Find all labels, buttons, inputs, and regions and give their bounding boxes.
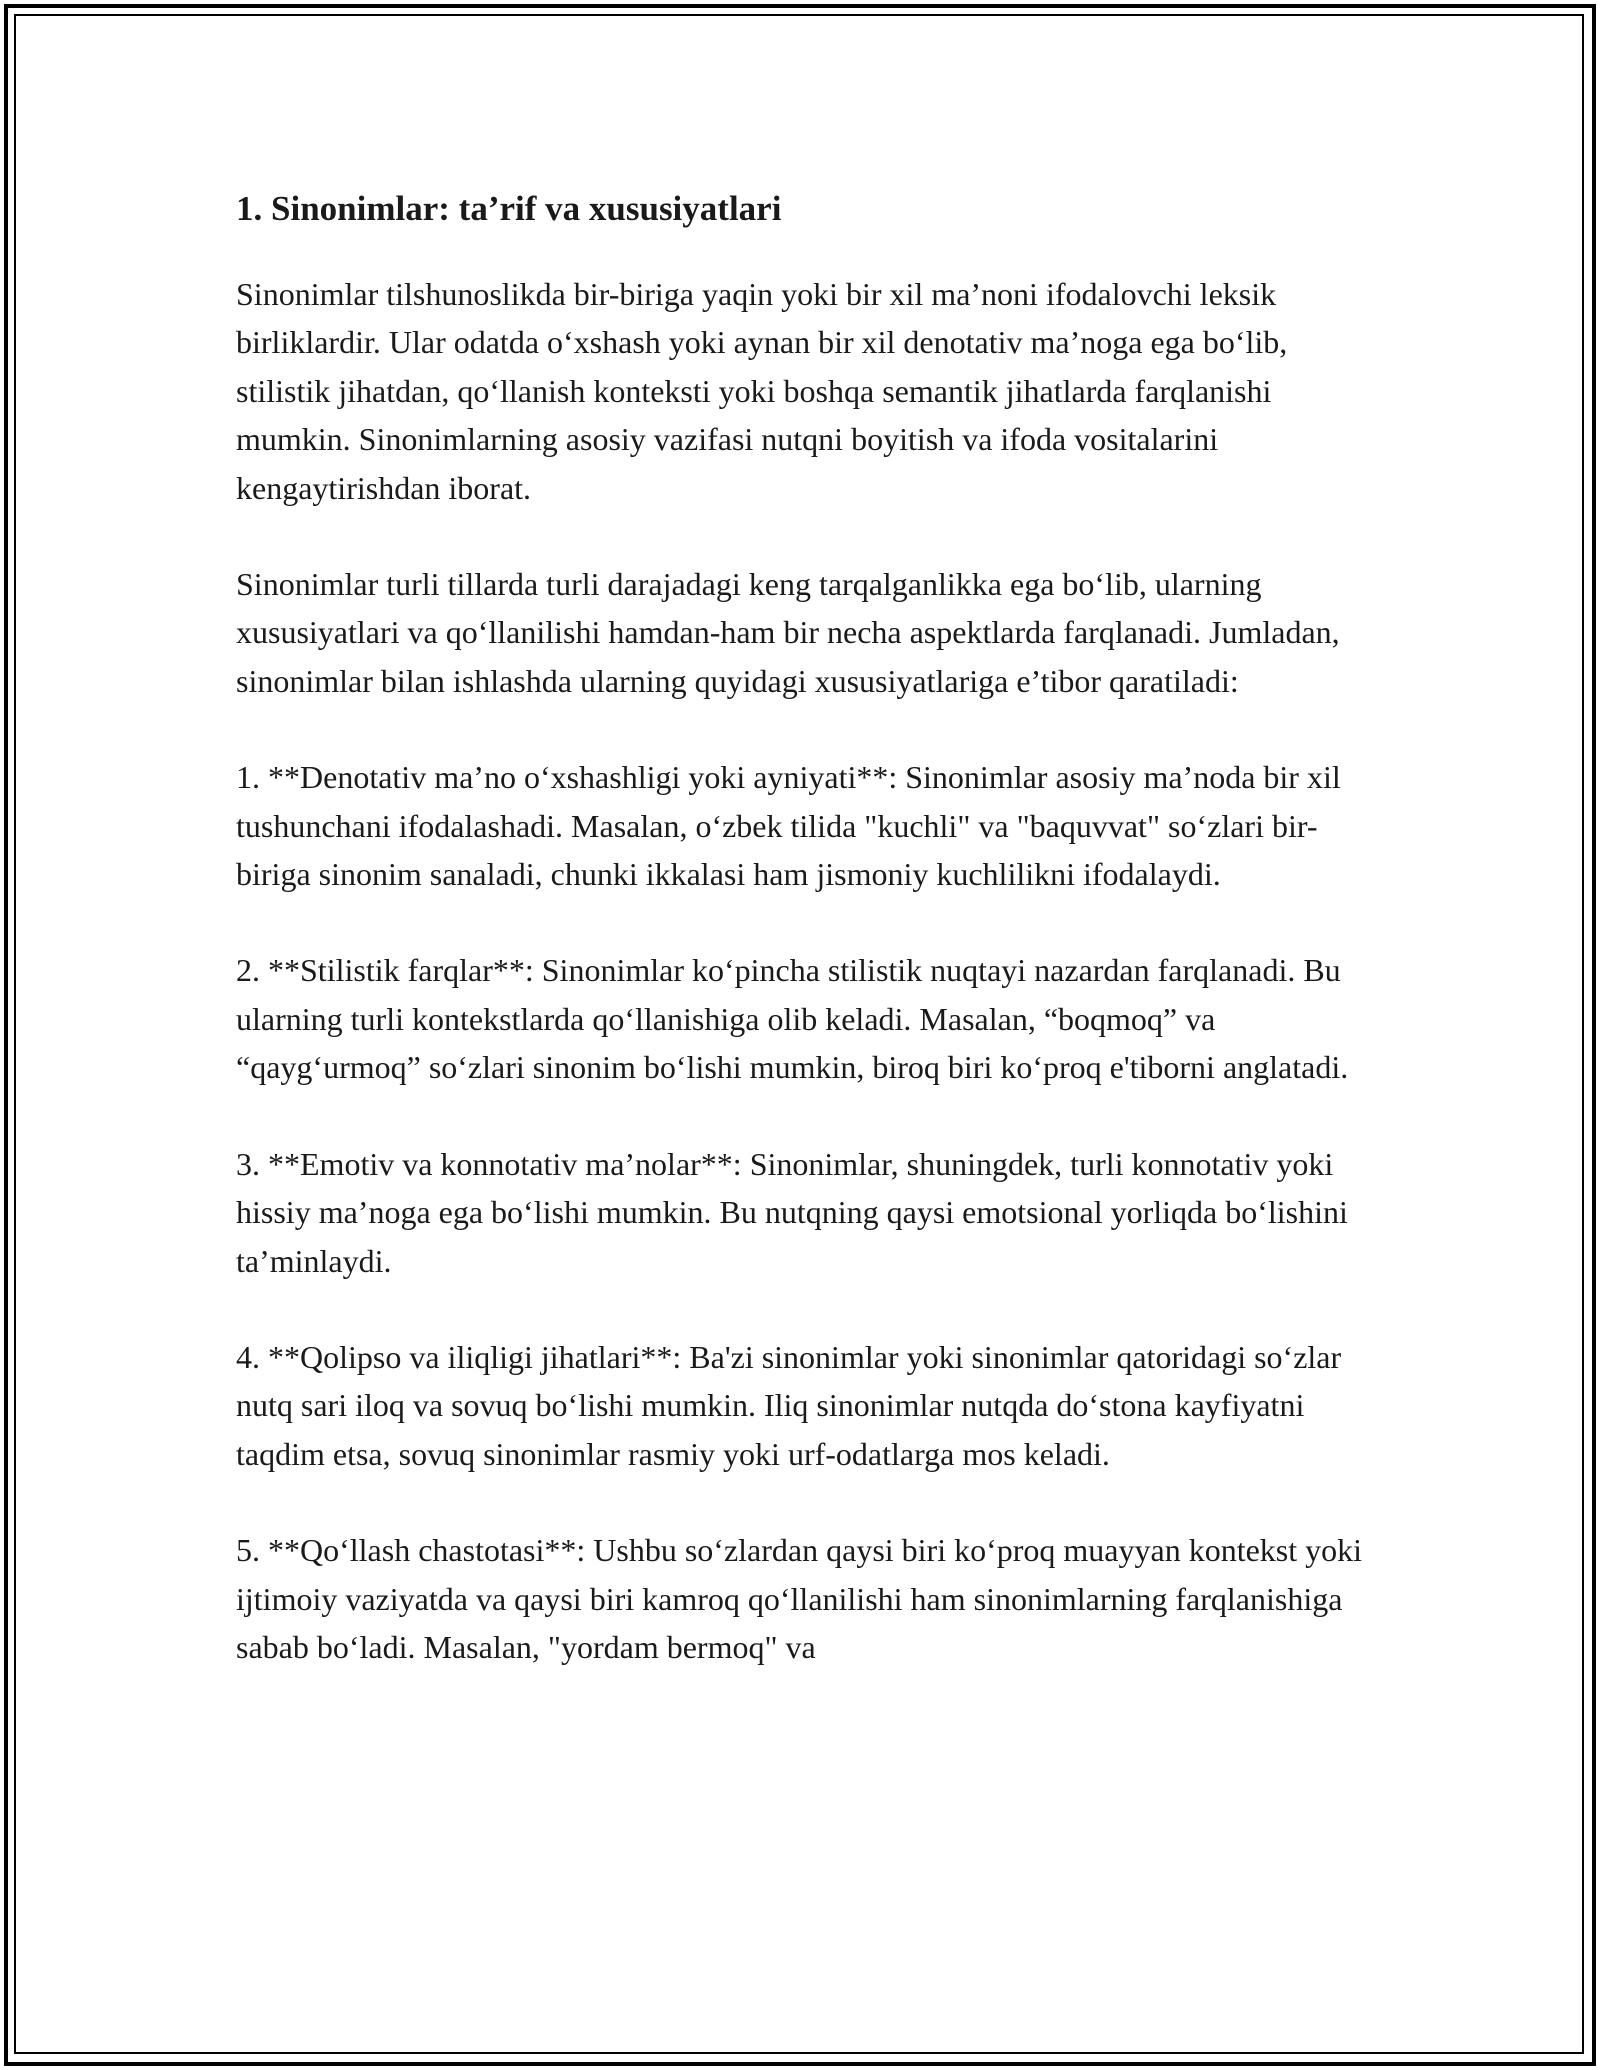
list-item-emotive: 3. **Emotiv va konnotativ ma’nolar**: Sinonimlar, shuningdek, turli konnotativ yoki hissiy ma’noga ega bo‘lishi mumkin. Bu nutqning qaysi emotsional yorliqda bo‘lishini ta’minlaydi. xyxy=(236,1145,1348,1279)
list-item-frequency: 5. **Qo‘llash chastotasi**: Ushbu so‘zlardan qaysi biri ko‘proq muayyan kontekst yoki ijtimoiy vaziyatda va qaysi biri kamroq qo‘llanilishi ham sinonimlarning farqlanishiga sabab bo‘ladi. Masalan, "yordam bermoq" va xyxy=(236,1532,1363,1665)
list-item-stylistic: 2. **Stilistik farqlar**: Sinonimlar ko‘pincha stilistik nuqtayi nazardan farqlanadi. Bu ularning turli kontekstlarda qo‘llanishiga olib keladi. Masalan, “boqmoq” va “qayg‘urmoq” so‘zlari sinonim bo‘lishi mumkin, biroq biri ko‘proq e'tiborni anglatadi. xyxy=(236,952,1349,1086)
list-item-denotative: 1. **Denotativ ma’no o‘xshashligi yoki ayniyati**: Sinonimlar asosiy ma’noda bir xil tushunchani ifodalashadi. Masalan, o‘zbek tilida "kuchli" va "baquvvat" so‘zlari bir-biriga sinonim sanaladi, chunki ikkalasi ham jismoniy kuchlilikni ifodalaydi. xyxy=(236,759,1341,893)
paragraph-overview: Sinonimlar turli tillarda turli darajadagi keng tarqalganlikka ega bo‘lib, ularning xususiyatlari va qo‘llanilishi hamdan-ham bir necha aspektlarda farqlanadi. Jumladan, sinonimlar bilan ishlashda ularning quyidagi xususiyatlariga e’tibor qaratiladi: xyxy=(236,566,1340,699)
paragraph-definition: Sinonimlar tilshunoslikda bir-biriga yaqin yoki bir xil ma’noni ifodalovchi leksik birliklardir. Ular odatda o‘xshash yoki aynan bir xil denotativ ma’noga ega bo‘lib, stilistik jihatdan, qo‘llanish konteksti yoki boshqa semantik jihatlarda farqlanishi mumkin. Sinonimlarning asosiy vazifasi nutqni boyitish va ifoda vositalarini kengaytirishdan iborat. xyxy=(236,276,1288,506)
document-body xyxy=(236,188,1366,1671)
list-item-warmth: 4. **Qolipso va iliqligi jihatlari**: Ba'zi sinonimlar yoki sinonimlar qatoridagi so‘zlar nutq sari iloq va sovuq bo‘lishi mumkin. Iliq sinonimlar nutqda do‘stona kayfiyatni taqdim etsa, sovuq sinonimlar rasmiy yoki urf-odatlarga mos keladi. xyxy=(236,1338,1342,1472)
section-heading: 1. Sinonimlar: ta’rif va xususiyatlari xyxy=(236,189,782,228)
